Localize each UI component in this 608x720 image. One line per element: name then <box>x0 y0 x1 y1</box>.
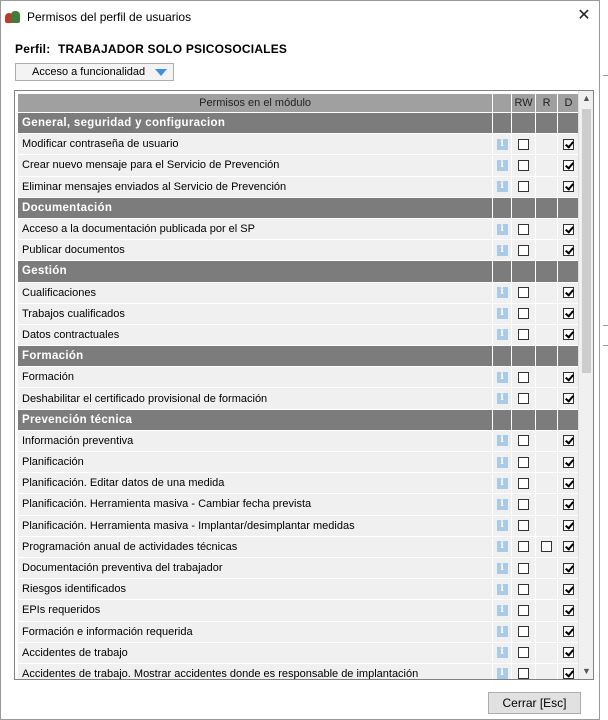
info-icon[interactable]: i <box>497 584 508 595</box>
permission-label: Documentación preventiva del trabajador <box>18 558 493 578</box>
permission-label: Acceso a la documentación publicada por el SP <box>18 219 493 239</box>
checkbox-d[interactable] <box>563 626 574 637</box>
table-row[interactable] <box>18 240 579 261</box>
checkbox-d[interactable] <box>563 139 574 150</box>
checkbox-rw[interactable] <box>518 160 529 171</box>
scroll-down-icon[interactable]: ▼ <box>582 666 591 676</box>
checkbox-d[interactable] <box>563 372 574 383</box>
checkbox-d[interactable] <box>563 563 574 574</box>
section-row <box>18 261 579 282</box>
table-row[interactable] <box>18 622 579 643</box>
table-row[interactable] <box>18 643 579 664</box>
table-row[interactable] <box>18 494 579 515</box>
checkbox-d[interactable] <box>563 160 574 171</box>
table-row[interactable] <box>18 367 579 388</box>
info-icon[interactable]: i <box>497 139 508 150</box>
table-row[interactable] <box>18 473 579 494</box>
checkbox-rw[interactable] <box>518 647 529 658</box>
permission-label: Datos contractuales <box>18 325 493 345</box>
permission-label: Trabajos cualificados <box>18 304 493 324</box>
table-row[interactable] <box>18 155 579 176</box>
checkbox-rw[interactable] <box>518 308 529 319</box>
checkbox-rw[interactable] <box>518 563 529 574</box>
checkbox-d[interactable] <box>563 541 574 552</box>
checkbox-rw[interactable] <box>518 393 529 404</box>
permission-label: Accidentes de trabajo. Mostrar accidentes donde es responsable de implantación <box>18 664 493 680</box>
checkbox-rw[interactable] <box>518 435 529 446</box>
profile-line <box>15 42 287 56</box>
info-icon[interactable]: i <box>497 626 508 637</box>
info-icon[interactable]: i <box>497 224 508 235</box>
info-icon[interactable]: i <box>497 393 508 404</box>
checkbox-d[interactable] <box>563 435 574 446</box>
permission-label: Formación e información requerida <box>18 622 493 642</box>
section-title: Gestión <box>18 261 493 281</box>
checkbox-rw[interactable] <box>518 224 529 235</box>
info-icon[interactable]: i <box>497 372 508 383</box>
checkbox-rw[interactable] <box>518 181 529 192</box>
window-title: Permisos del perfil de usuarios <box>27 9 192 24</box>
checkbox-rw[interactable] <box>518 668 529 679</box>
permission-label: EPIs requeridos <box>18 600 493 620</box>
checkbox-d[interactable] <box>563 181 574 192</box>
info-icon[interactable]: i <box>497 181 508 192</box>
users-icon <box>5 10 21 24</box>
access-dropdown-button[interactable] <box>15 63 174 81</box>
info-icon[interactable]: i <box>497 668 508 679</box>
info-icon[interactable]: i <box>497 435 508 446</box>
table-row[interactable] <box>18 664 579 680</box>
access-dropdown-label: Acceso a funcionalidad <box>32 66 146 78</box>
table-row[interactable] <box>18 579 579 600</box>
info-icon[interactable]: i <box>497 287 508 298</box>
checkbox-d[interactable] <box>563 668 574 679</box>
triangle-down-icon <box>155 69 167 76</box>
checkbox-rw[interactable] <box>518 520 529 531</box>
scroll-up-icon[interactable]: ▲ <box>582 93 591 103</box>
checkbox-rw[interactable] <box>518 372 529 383</box>
table-row[interactable] <box>18 283 579 304</box>
checkbox-rw[interactable] <box>518 499 529 510</box>
info-icon[interactable]: i <box>497 329 508 340</box>
permission-label: Eliminar mensajes enviados al Servicio de Prevención <box>18 177 493 197</box>
info-icon[interactable]: i <box>497 308 508 319</box>
column-header-rw[interactable]: RW <box>512 94 536 112</box>
permission-label: Programación anual de actividades técnicas <box>18 537 493 557</box>
checkbox-rw[interactable] <box>518 139 529 150</box>
grid-header <box>18 94 579 112</box>
section-row <box>18 198 579 219</box>
checkbox-rw[interactable] <box>518 605 529 616</box>
checkbox-rw[interactable] <box>518 584 529 595</box>
section-row <box>18 346 579 367</box>
section-row <box>18 410 579 431</box>
checkbox-d[interactable] <box>563 329 574 340</box>
background-edge <box>600 0 608 720</box>
permission-label: Información preventiva <box>18 431 493 451</box>
checkbox-d[interactable] <box>563 499 574 510</box>
section-title: Documentación <box>18 198 493 218</box>
table-row[interactable] <box>18 600 579 621</box>
checkbox-rw[interactable] <box>518 626 529 637</box>
checkbox-d[interactable] <box>563 647 574 658</box>
column-header-permissions[interactable]: Permisos en el módulo <box>18 94 493 112</box>
checkbox-d[interactable] <box>563 308 574 319</box>
checkbox-d[interactable] <box>563 584 574 595</box>
close-button[interactable]: Cerrar [Esc] <box>488 692 581 714</box>
grid-rows <box>18 113 579 680</box>
vertical-scrollbar[interactable] <box>578 91 593 679</box>
checkbox-rw[interactable] <box>518 287 529 298</box>
permission-label: Modificar contraseña de usuario <box>18 134 493 154</box>
info-icon[interactable]: i <box>497 647 508 658</box>
info-icon[interactable]: i <box>497 245 508 256</box>
column-header-r[interactable]: R <box>536 94 558 112</box>
profile-name: TRABAJADOR SOLO PSICOSOCIALES <box>57 42 288 56</box>
table-row[interactable] <box>18 219 579 240</box>
info-icon[interactable]: i <box>497 605 508 616</box>
column-header-info <box>493 94 512 112</box>
section-title: Prevención técnica <box>18 410 493 430</box>
permission-label: Crear nuevo mensaje para el Servicio de Prevención <box>18 155 493 175</box>
checkbox-d[interactable] <box>563 287 574 298</box>
checkbox-rw[interactable] <box>518 457 529 468</box>
permission-label: Planificación. Herramienta masiva - Cambiar fecha prevista <box>18 494 493 514</box>
table-row[interactable] <box>18 558 579 579</box>
info-icon[interactable]: i <box>497 541 508 552</box>
column-header-d[interactable]: D <box>558 94 579 112</box>
table-row[interactable] <box>18 177 579 198</box>
table-row[interactable] <box>18 388 579 409</box>
table-row[interactable] <box>18 516 579 537</box>
checkbox-rw[interactable] <box>518 245 529 256</box>
checkbox-d[interactable] <box>563 478 574 489</box>
permission-label: Publicar documentos <box>18 240 493 260</box>
checkbox-rw[interactable] <box>518 478 529 489</box>
permission-label: Deshabilitar el certificado provisional de formación <box>18 388 493 408</box>
permission-label: Planificación <box>18 452 493 472</box>
table-row[interactable] <box>18 134 579 155</box>
section-title: Formación <box>18 346 493 366</box>
permission-label: Cualificaciones <box>18 283 493 303</box>
table-row[interactable] <box>18 325 579 346</box>
title-bar <box>1 1 599 32</box>
info-icon[interactable]: i <box>497 457 508 468</box>
info-icon[interactable]: i <box>497 520 508 531</box>
permission-label: Accidentes de trabajo <box>18 643 493 663</box>
dialog-body <box>1 32 599 719</box>
permissions-grid <box>14 90 594 680</box>
permission-label: Planificación. Editar datos de una medida <box>18 473 493 493</box>
checkbox-rw[interactable] <box>518 541 529 552</box>
checkbox-d[interactable] <box>563 224 574 235</box>
checkbox-d[interactable] <box>563 605 574 616</box>
permission-label: Riesgos identificados <box>18 579 493 599</box>
table-row[interactable] <box>18 452 579 473</box>
info-icon[interactable]: i <box>497 478 508 489</box>
checkbox-rw[interactable] <box>518 329 529 340</box>
permission-label: Formación <box>18 367 493 387</box>
info-icon[interactable]: i <box>497 499 508 510</box>
close-icon[interactable]: ✕ <box>577 7 591 24</box>
section-row <box>18 113 579 134</box>
info-icon[interactable]: i <box>497 160 508 171</box>
info-icon[interactable]: i <box>497 563 508 574</box>
checkbox-d[interactable] <box>563 245 574 256</box>
checkbox-d[interactable] <box>563 457 574 468</box>
table-row[interactable] <box>18 431 579 452</box>
profile-label: Perfil: <box>15 42 51 56</box>
checkbox-r[interactable] <box>541 541 552 552</box>
checkbox-d[interactable] <box>563 393 574 404</box>
section-title: General, seguridad y configuracion <box>18 113 493 133</box>
table-row[interactable] <box>18 537 579 558</box>
scrollbar-thumb[interactable] <box>582 109 591 373</box>
checkbox-d[interactable] <box>563 520 574 531</box>
permission-label: Planificación. Herramienta masiva - Implantar/desimplantar medidas <box>18 516 493 536</box>
table-row[interactable] <box>18 304 579 325</box>
